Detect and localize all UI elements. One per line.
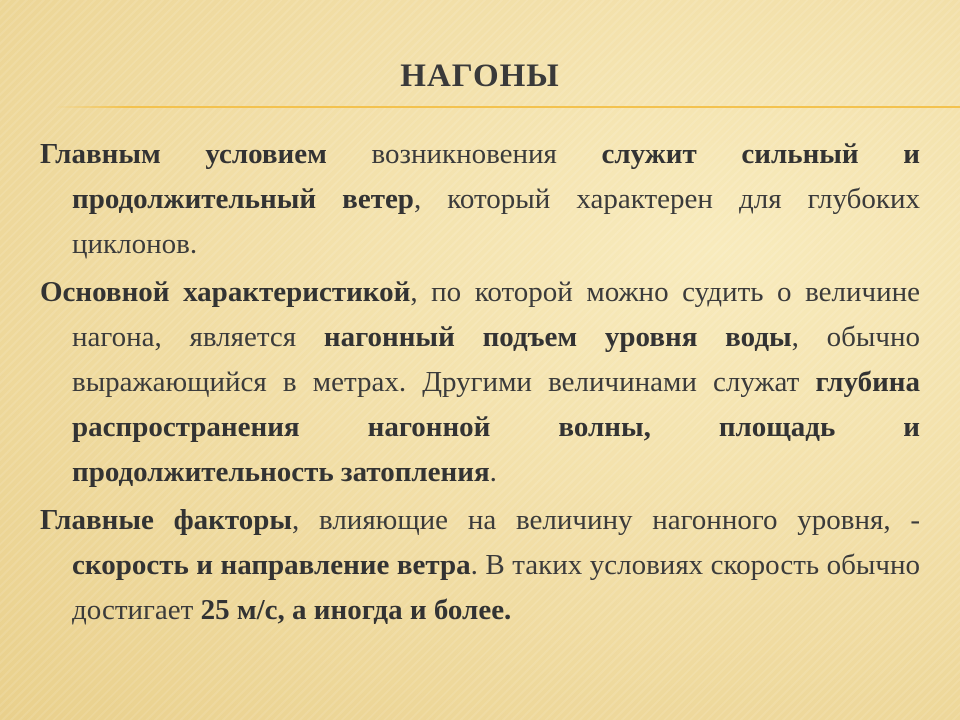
text-run: , по которой можно судить о величине нагона, является	[72, 276, 921, 353]
text-run: Главные факторы	[40, 504, 293, 536]
text-run: , который характерен для глубоких циклонов.	[72, 183, 921, 260]
slide-title: НАГОНЫ	[400, 58, 560, 94]
text-run: 25 м/с, а иногда и более.	[200, 594, 512, 626]
paragraph-conditions	[40, 132, 920, 267]
title-divider	[54, 106, 960, 108]
text-run: Основной характеристикой	[40, 276, 411, 308]
text-run: возникновения	[326, 138, 602, 170]
text-run: служит сильный и продолжительный ветер	[72, 138, 920, 215]
slide-body	[40, 132, 920, 636]
paragraph-characteristic	[40, 270, 920, 495]
text-run: скорость и направление ветра	[72, 549, 471, 581]
text-run: , обычно выражающийся в метрах. Другими величинами служат	[72, 321, 921, 398]
text-run: . В таких условиях скорость обычно достигает	[72, 549, 920, 626]
text-run: нагонный подъем уровня воды	[323, 321, 792, 353]
paragraph-factors	[40, 498, 920, 633]
text-run: .	[489, 456, 497, 488]
text-run: глубина распространения нагонной волны, площадь и продолжительность затопления	[72, 366, 920, 488]
text-run: , влияющие на величину нагонного уровня, -	[292, 504, 920, 536]
text-run: Главным условием	[40, 138, 327, 170]
